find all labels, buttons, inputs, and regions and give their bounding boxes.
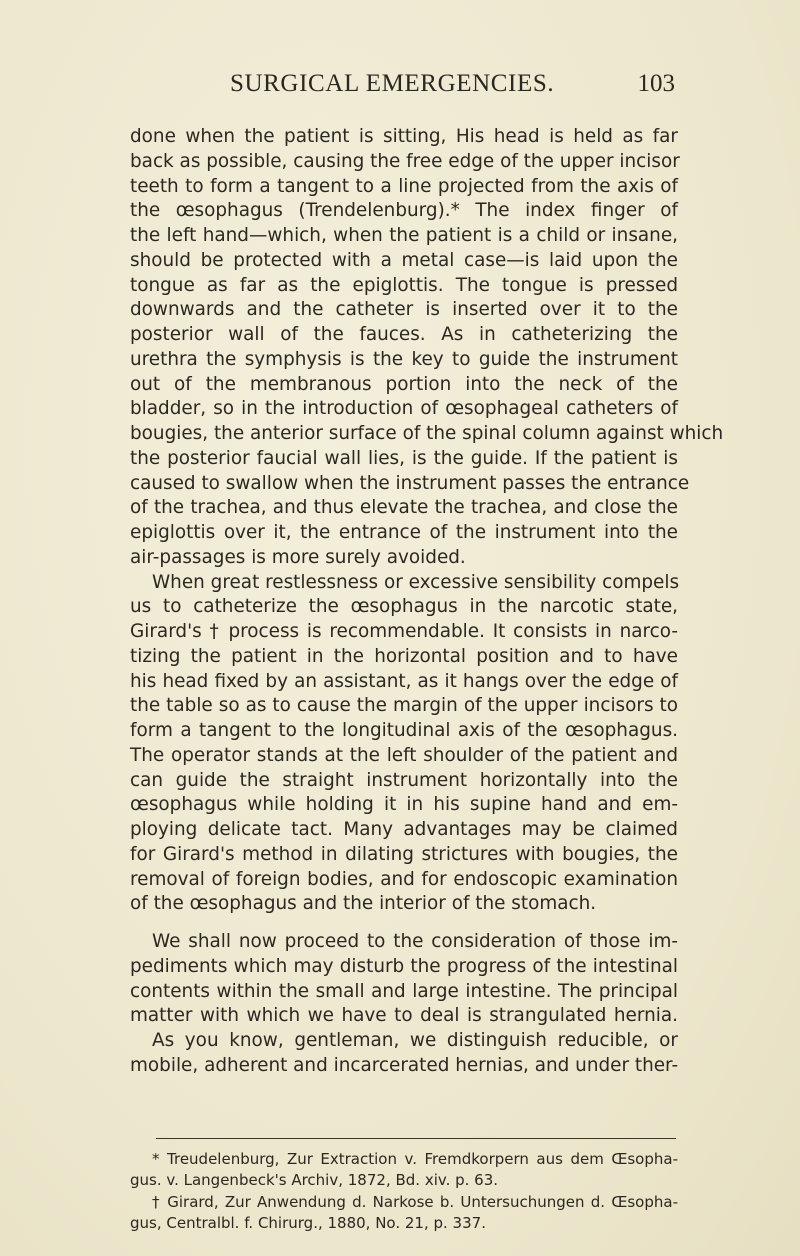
text-line: the œsophagus (Trendelenburg).* The index finger of (130, 200, 678, 222)
text-line: out of the membranous portion into the neck of the (130, 373, 678, 395)
paragraph-gap (130, 917, 678, 930)
text-line: should be protected with a metal case—is laid upon the (130, 249, 678, 271)
text-line: the left hand—which, when the patient is a child or insane, (130, 225, 678, 246)
text-line: teeth to form a tangent to a line projected from the axis of (130, 175, 678, 197)
text-line: Girard's † process is recommendable. It consists in narco- (130, 621, 678, 642)
text-line: back as possible, causing the free edge of the upper incisor (130, 150, 680, 172)
text-line: ploying delicate tact. Many advantages may be claimed (130, 819, 678, 840)
text-line: mobile, adherent and incarcerated hernias, and under ther- (130, 1054, 679, 1076)
footnote-line: † Girard, Zur Anwendung d. Narkose b. Untersuchungen d. Œsopha- (152, 1192, 678, 1211)
text-line: bladder, so in the introduction of œsophageal catheters of (130, 398, 678, 420)
running-title: SURGICAL EMERGENCIES. (230, 70, 555, 97)
text-line: done when the patient is sitting, His head is held as far (130, 126, 678, 147)
text-line: downwards and the catheter is inserted over it to the (130, 299, 678, 321)
text-line: caused to swallow when the instrument passes the entrance (130, 472, 690, 494)
footnote-line: * Treudelenburg, Zur Extraction v. Fremdkorpern aus dem Œsopha- (152, 1150, 678, 1168)
text-line: for Girard's method in dilating strictures with bougies, the (130, 843, 678, 865)
text-line: air-passages is more surely avoided. (130, 546, 466, 568)
footnotes (130, 1149, 678, 1234)
body-text (130, 125, 724, 1079)
text-line: the table so as to cause the margin of the upper incisors to (130, 695, 678, 717)
paragraph-start-line: As you know, gentleman, we distinguish reducible, or (152, 1030, 678, 1051)
text-line: form a tangent to the longitudinal axis of the œsophagus. (130, 720, 678, 741)
text-line: posterior wall of the fauces. As in catheterizing the (130, 324, 678, 345)
running-head (230, 70, 675, 104)
text-line: bougies, the anterior surface of the spinal column against which (130, 423, 724, 444)
paragraph-start-line: We shall now proceed to the consideration of those im- (152, 931, 678, 952)
text-line: The operator stands at the left shoulder of the patient and (130, 744, 678, 766)
text-line: pediments which may disturb the progress of the intestinal (130, 955, 678, 977)
text-line: of the trachea, and thus elevate the trachea, and close the (130, 497, 678, 519)
text-line: urethra the symphysis is the key to guide the instrument (130, 348, 678, 370)
text-line: epiglottis over it, the entrance of the instrument into the (130, 522, 678, 543)
text-line: removal of foreign bodies, and for endoscopic examination (130, 868, 678, 890)
text-line: us to catheterize the œsophagus in the narcotic state, (130, 596, 678, 618)
text-line: œsophagus while holding it in his supine hand and em- (130, 794, 678, 816)
footnote-rule (156, 1138, 676, 1139)
text-line: can guide the straight instrument horizontally into the (130, 769, 678, 791)
text-line: contents within the small and large intestine. The principal (130, 980, 678, 1002)
text-line: of the œsophagus and the interior of the stomach. (130, 893, 597, 915)
text-line: matter with which we have to deal is strangulated hernia. (130, 1005, 678, 1027)
text-line: tongue as far as the epiglottis. The tongue is pressed (130, 274, 678, 296)
paragraph-start-line: When great restlessness or excessive sensibility compels (152, 571, 680, 593)
text-line: his head fixed by an assistant, as it hangs over the edge of (130, 670, 678, 692)
page-number: 103 (637, 70, 675, 97)
footnote-line: gus. v. Langenbeck's Archiv, 1872, Bd. xiv. p. 63. (130, 1171, 499, 1190)
text-line: tizing the patient in the horizontal position and to have (130, 645, 678, 667)
text-line: the posterior faucial wall lies, is the guide. If the patient is (130, 447, 678, 469)
footnote-line: gus, Centralbl. f. Chirurg., 1880, No. 21, p. 337. (130, 1213, 486, 1232)
